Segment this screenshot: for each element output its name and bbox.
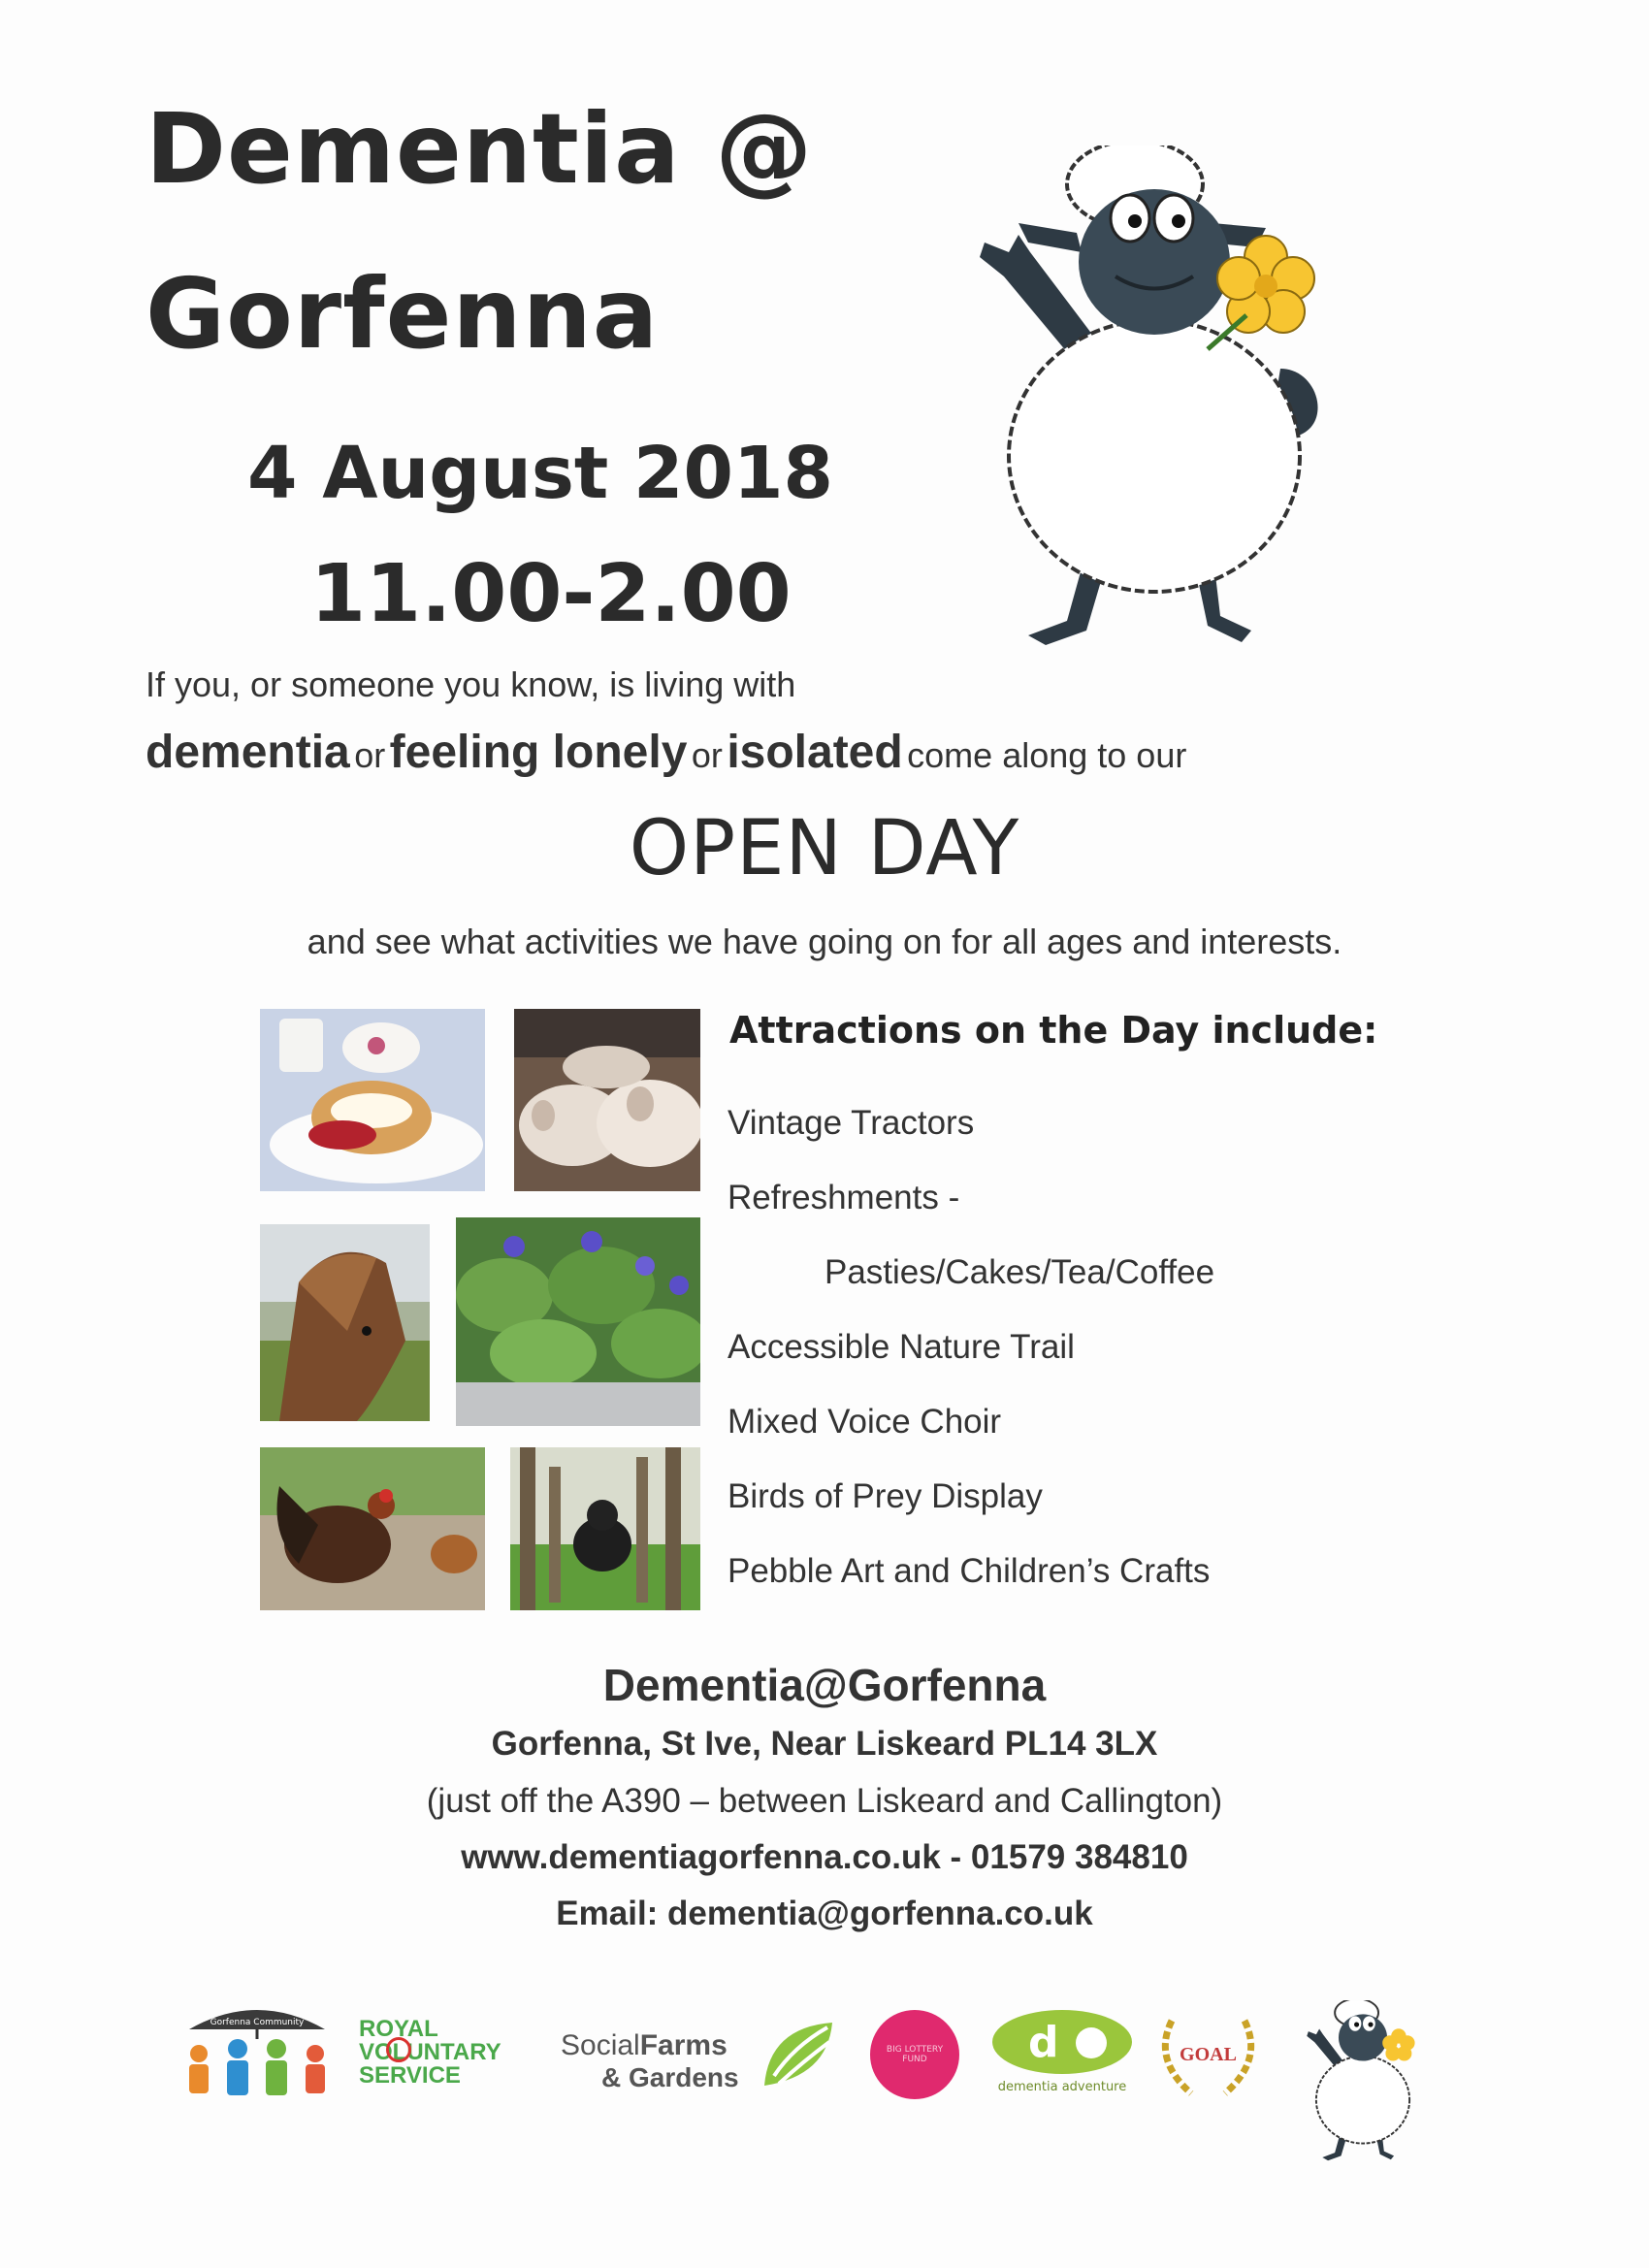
word-dementia: dementia xyxy=(146,727,350,778)
attraction-item: Mixed Voice Choir xyxy=(728,1403,1002,1441)
title-line1: Dementia @ xyxy=(146,92,814,206)
attraction-item: Pebble Art and Children’s Crafts xyxy=(728,1552,1211,1590)
rvs-line2: VOLUNTARY xyxy=(359,2039,501,2065)
royal-voluntary-service-logo xyxy=(359,2018,534,2088)
word-isolated: isolated xyxy=(727,727,903,778)
big-lottery-fund-logo xyxy=(870,2010,959,2099)
sheep-small-icon xyxy=(1295,2000,1431,2165)
goal-logo xyxy=(1152,2006,1264,2103)
social-farms-logo xyxy=(561,2029,852,2093)
word-or-1: or xyxy=(354,735,386,775)
social-farms-leaf-icon xyxy=(760,2018,837,2095)
word-feeling-lonely: feeling lonely xyxy=(389,727,688,778)
attraction-item: Refreshments - xyxy=(728,1179,960,1216)
footer-email[interactable]: Email: dementia@gorfenna.co.uk xyxy=(556,1895,1093,1932)
photo-dog-at-gate xyxy=(510,1447,700,1610)
rvs-heart-icon xyxy=(386,2037,411,2062)
sheep-mascot-icon xyxy=(960,146,1348,660)
social-farms-word-social: Social xyxy=(561,2029,640,2061)
photo-pony xyxy=(260,1224,430,1421)
event-date: 4 August 2018 xyxy=(247,432,833,515)
dementia-adventure-text: dementia adventure xyxy=(997,2080,1127,2094)
social-farms-word-farms: Farms xyxy=(639,2029,728,2061)
word-or-2: or xyxy=(691,735,723,775)
footer-org-name: Dementia@Gorfenna xyxy=(602,1660,1047,1710)
footer-address: Gorfenna, St Ive, Near Liskeard PL14 3LX xyxy=(491,1725,1158,1763)
photo-sheep xyxy=(514,1009,700,1191)
footer-directions: (just off the A390 – between Liskeard and Callington) xyxy=(426,1782,1223,1820)
dementia-adventure-logo xyxy=(989,2008,1135,2105)
attraction-item: Vintage Tractors xyxy=(728,1104,975,1142)
title-line2: Gorfenna xyxy=(146,257,660,371)
gorfenna-community-text: Gorfenna Community xyxy=(210,2018,305,2027)
goal-text: GOAL xyxy=(1180,2043,1237,2065)
open-day-heading: OPEN DAY xyxy=(629,805,1020,892)
footer-web-phone[interactable]: www.dementiagorfenna.co.uk - 01579 384810 xyxy=(461,1838,1188,1876)
rvs-line1: ROYAL xyxy=(359,2016,438,2042)
event-time: 11.00-2.00 xyxy=(310,548,792,640)
attraction-item: Pasties/Cakes/Tea/Coffee xyxy=(824,1253,1215,1291)
rvs-line3: SERVICE xyxy=(359,2062,461,2089)
attractions-heading: Attractions on the Day include: xyxy=(729,1009,1378,1052)
photo-chickens xyxy=(260,1447,485,1610)
social-farms-word-gardens: & Gardens xyxy=(601,2062,739,2092)
svg-text:d: d xyxy=(1028,2018,1059,2067)
photo-violets xyxy=(456,1217,700,1426)
subline: and see what activities we have going on for all ages and interests. xyxy=(307,922,1342,961)
photo-cream-tea xyxy=(260,1009,485,1191)
word-come-along: come along to our xyxy=(907,735,1187,775)
gorfenna-community-logo xyxy=(179,2000,335,2107)
intro-line1: If you, or someone you know, is living with xyxy=(146,664,796,704)
attraction-item: Birds of Prey Display xyxy=(728,1477,1043,1515)
big-lottery-text: BIG LOTTERY FUND xyxy=(886,2045,944,2064)
intro-line2 xyxy=(146,726,1186,779)
attraction-item: Accessible Nature Trail xyxy=(728,1328,1075,1366)
